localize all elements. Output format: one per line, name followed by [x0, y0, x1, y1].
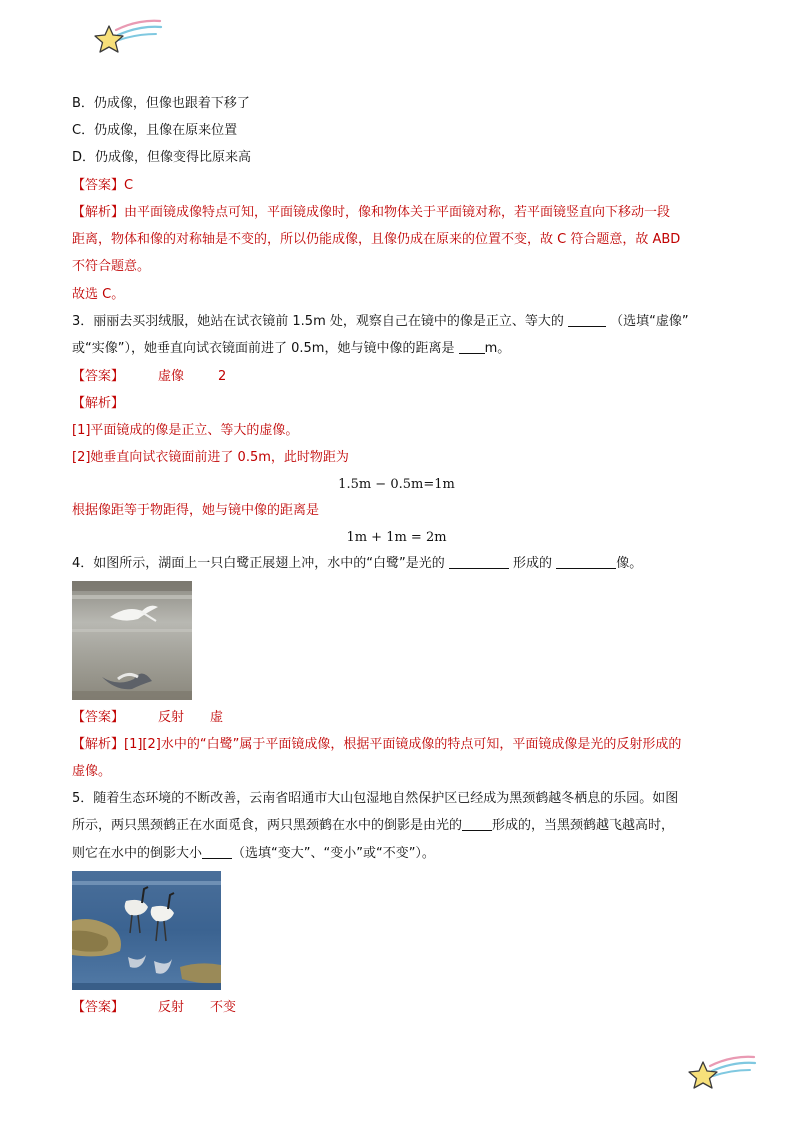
- question-stem: [72, 313, 689, 331]
- answer-row: [72, 368, 226, 386]
- fill-blank: [568, 313, 606, 327]
- analysis-row: [72, 736, 681, 754]
- stem-text: m。: [484, 341, 511, 356]
- question-stem: [72, 340, 510, 358]
- analysis-text: 根据像距等于物距得，她与镜中像的距离是: [72, 503, 320, 518]
- analysis-label: 【解析】: [72, 205, 125, 220]
- question-stem: [72, 845, 435, 863]
- formula: 1.5m − 0.5m=1m: [338, 477, 455, 492]
- fill-blank: [556, 555, 616, 569]
- black-necked-crane-photo: [72, 871, 221, 990]
- answer-value: 不变: [210, 1000, 237, 1015]
- stem-text: 则它在水中的倒影大小: [72, 846, 203, 861]
- analysis-text: 不符合题意。: [72, 259, 151, 274]
- fill-blank: [462, 817, 492, 831]
- stem-text: 或“实像”），她垂直向试衣镜面前进了 0.5m，她与镜中像的距离是: [72, 341, 455, 356]
- egret-photo: [72, 581, 192, 700]
- answer-value: 2: [218, 369, 227, 384]
- answer-label: 【答案】: [72, 369, 125, 384]
- fill-blank: [459, 340, 485, 354]
- stem-text: （选填“虚像”: [610, 314, 689, 329]
- answer-row: [72, 999, 236, 1017]
- answer-value: 反射: [158, 1000, 185, 1015]
- answer-value: C: [124, 178, 134, 193]
- stem-text: 像。: [616, 556, 643, 571]
- answer-value: 虚像: [158, 369, 185, 384]
- analysis-text: 距离，物体和像的对称轴是不变的，所以仍能成像，且像仍成在原来的位置不变，故 C 符合题意，故 ABD: [72, 232, 681, 247]
- analysis-label: 【解析】: [72, 737, 125, 752]
- analysis-text: 虚像。: [72, 764, 112, 779]
- analysis-label: 【解析】: [72, 396, 125, 411]
- stem-text: 形成的: [513, 556, 553, 571]
- option-d: D．仍成像，但像变得比原来高: [72, 150, 252, 165]
- shooting-star-icon: [686, 1054, 758, 1094]
- answer-label: 【答案】: [72, 710, 125, 725]
- formula: 1m + 1m = 2m: [346, 530, 447, 545]
- question-stem: [72, 555, 642, 573]
- analysis-text: [2]她垂直向试衣镜面前进了 0.5m，此时物距为: [72, 450, 349, 465]
- answer-value: 反射: [158, 710, 185, 725]
- shooting-star-icon: [92, 18, 164, 58]
- question-stem: [72, 817, 674, 835]
- stem-text: 形成的，当黑颈鹤越飞越高时，: [492, 818, 675, 833]
- analysis-text: [1]平面镜成的像是正立、等大的虚像。: [72, 423, 299, 438]
- stem-text: 所示，两只黑颈鹤正在水面觅食，两只黑颈鹤在水中的倒影是由光的: [72, 818, 463, 833]
- stem-text: （选填“变大”、“变小”或“不变”）。: [232, 846, 435, 861]
- conclusion: 故选 C。: [72, 287, 125, 302]
- option-b: B．仍成像，但像也跟着下移了: [72, 96, 250, 111]
- question-stem: 5．随着生态环境的不断改善，云南省昭通市大山包湿地自然保护区已经成为黑颈鹤越冬栖息的乐园。如图: [72, 791, 679, 806]
- stem-text: 4．如图所示，湖面上一只白鹭正展翅上冲，水中的“白鹭”是光的: [72, 556, 445, 571]
- fill-blank: [202, 845, 232, 859]
- answer-row: [72, 177, 133, 195]
- answer-label: 【答案】: [72, 1000, 125, 1015]
- analysis-text: 由平面镜成像特点可知，平面镜成像时，像和物体关于平面镜对称，若平面镜竖直向下移动一段: [124, 205, 671, 220]
- answer-label: 【答案】: [72, 178, 125, 193]
- option-c: C．仍成像，且像在原来位置: [72, 123, 238, 138]
- analysis-row: [72, 204, 670, 222]
- fill-blank: [449, 555, 509, 569]
- answer-value: 虚: [210, 710, 224, 725]
- analysis-text: [1][2]水中的“白鹭”属于平面镜成像，根据平面镜成像的特点可知，平面镜成像是光的反射形成的: [124, 737, 682, 752]
- stem-text: 3．丽丽去买羽绒服，她站在试衣镜前 1.5m 处，观察自己在镜中的像是正立、等大的: [72, 314, 564, 329]
- answer-row: [72, 709, 223, 727]
